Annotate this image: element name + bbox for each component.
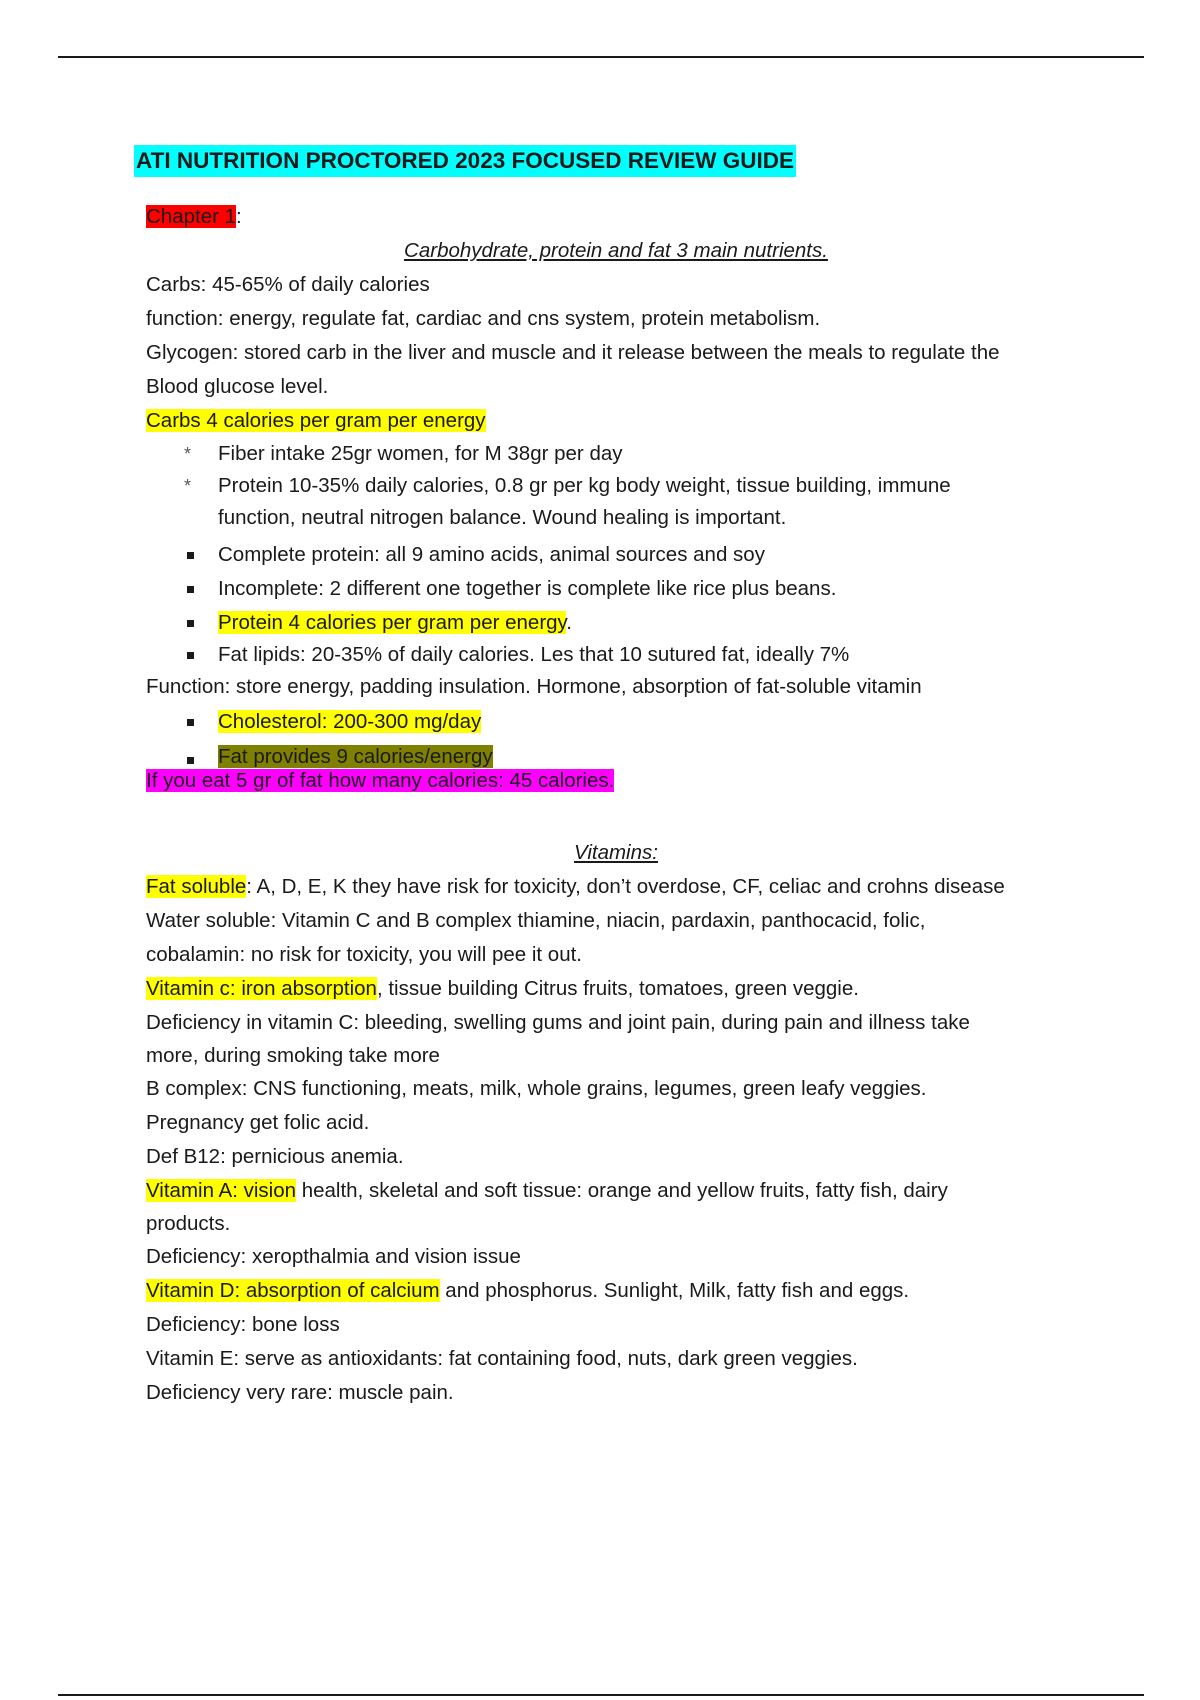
- b-complex-line: B complex: CNS functioning, meats, milk, whole grains, legumes, green leafy veggies.: [146, 1077, 927, 1100]
- chapter-heading: [146, 200, 1086, 234]
- square-bullet-icon: [187, 757, 194, 764]
- vitamin-e-deficiency: Deficiency very rare: muscle pain.: [146, 1381, 454, 1404]
- cholesterol-text: Cholesterol: 200-300 mg/day: [218, 710, 482, 733]
- section-heading-vitamins: Vitamins:: [574, 841, 658, 864]
- asterisk-bullet-icon: *: [184, 444, 192, 464]
- protein-calories-suffix: .: [566, 611, 572, 634]
- list-item: [146, 470, 1018, 534]
- footer-rule: [58, 1694, 1144, 1696]
- vitamin-a-deficiency: Deficiency: xeropthalmia and vision issue: [146, 1245, 521, 1268]
- incomplete-protein-text: Incomplete: 2 different one together is complete like rice plus beans.: [218, 577, 837, 600]
- square-bullet-icon: [187, 620, 194, 627]
- list-item: [146, 572, 1086, 606]
- fat-function-line: Function: store energy, padding insulation. Hormone, absorption of fat-soluble vitamin: [146, 675, 922, 698]
- list-item: [146, 704, 1086, 740]
- pregnancy-line: Pregnancy get folic acid.: [146, 1111, 370, 1134]
- vitamin-d-text: and phosphorus. Sunlight, Milk, fatty fish and eggs.: [439, 1279, 910, 1302]
- list-item: [146, 740, 1086, 774]
- vitamin-c-deficiency-line-2: more, during smoking take more: [146, 1044, 440, 1067]
- vitamin-a-text: health, skeletal and soft tissue: orange and yellow fruits, fatty fish, dairy: [296, 1179, 948, 1202]
- square-bullet-icon: [187, 719, 194, 726]
- document-title: ATI NUTRITION PROCTORED 2023 FOCUSED REVIEW GUIDE: [134, 145, 796, 177]
- complete-protein-text: Complete protein: all 9 amino acids, animal sources and soy: [218, 543, 765, 566]
- fat-soluble-text: : A, D, E, K they have risk for toxicity, don’t overdose, CF, celiac and crohns disease: [246, 875, 1005, 898]
- document-body: [146, 140, 1086, 1410]
- list-item: [146, 438, 1086, 470]
- square-bullet-icon: [187, 586, 194, 593]
- protein-intake-text: Protein 10-35% daily calories, 0.8 gr per kg body weight, tissue building, immune function, neutral nitrogen balance. Wound healing is important.: [218, 474, 951, 529]
- function-line: function: energy, regulate fat, cardiac and cns system, protein metabolism.: [146, 307, 821, 330]
- glycogen-line-2: Blood glucose level.: [146, 375, 329, 398]
- chapter-suffix: :: [236, 205, 242, 228]
- protein-calories-text: Protein 4 calories per gram per energy: [218, 611, 567, 634]
- glycogen-line-1: Glycogen: stored carb in the liver and muscle and it release between the meals to regulate the: [146, 341, 1000, 364]
- vitamin-d-label: Vitamin D: absorption of calcium: [146, 1279, 440, 1302]
- fat-calorie-example: If you eat 5 gr of fat how many calories: 45 calories.: [146, 769, 615, 792]
- water-soluble-line-1: Water soluble: Vitamin C and B complex thiamine, niacin, pardaxin, panthocacid, folic,: [146, 909, 926, 932]
- vitamin-a-line-2: products.: [146, 1212, 231, 1235]
- fat-soluble-label: Fat soluble: [146, 875, 247, 898]
- fat-calories-text: Fat provides 9 calories/energy: [218, 745, 493, 768]
- vitamin-c-label: Vitamin c: iron absorption: [146, 977, 377, 1000]
- list-item: [146, 538, 1086, 572]
- carbs-line: Carbs: 45-65% of daily calories: [146, 273, 430, 296]
- square-bullet-icon: [187, 552, 194, 559]
- list-item: [146, 640, 1086, 670]
- chapter-label: Chapter 1: [146, 205, 237, 228]
- fat-lipids-text: Fat lipids: 20-35% of daily calories. Les that 10 sutured fat, ideally 7%: [218, 643, 850, 666]
- vitamin-e-line: Vitamin E: serve as antioxidants: fat containing food, nuts, dark green veggies.: [146, 1347, 858, 1370]
- vitamin-c-text: , tissue building Citrus fruits, tomatoes, green veggie.: [376, 977, 859, 1000]
- asterisk-bullet-icon: *: [184, 476, 192, 496]
- b12-line: Def B12: pernicious anemia.: [146, 1145, 404, 1168]
- vitamin-a-label: Vitamin A: vision: [146, 1179, 297, 1202]
- list-item: [146, 606, 1086, 640]
- fiber-intake-text: Fiber intake 25gr women, for M 38gr per day: [218, 442, 623, 465]
- vitamin-c-deficiency-line-1: Deficiency in vitamin C: bleeding, swelling gums and joint pain, during pain and illness take: [146, 1011, 970, 1034]
- carbs-calories: Carbs 4 calories per gram per energy: [146, 409, 486, 432]
- section-heading-nutrients: Carbohydrate, protein and fat 3 main nutrients.: [404, 239, 828, 262]
- header-rule: [58, 56, 1144, 58]
- vitamin-d-deficiency: Deficiency: bone loss: [146, 1313, 340, 1336]
- water-soluble-line-2: cobalamin: no risk for toxicity, you will pee it out.: [146, 943, 582, 966]
- square-bullet-icon: [187, 652, 194, 659]
